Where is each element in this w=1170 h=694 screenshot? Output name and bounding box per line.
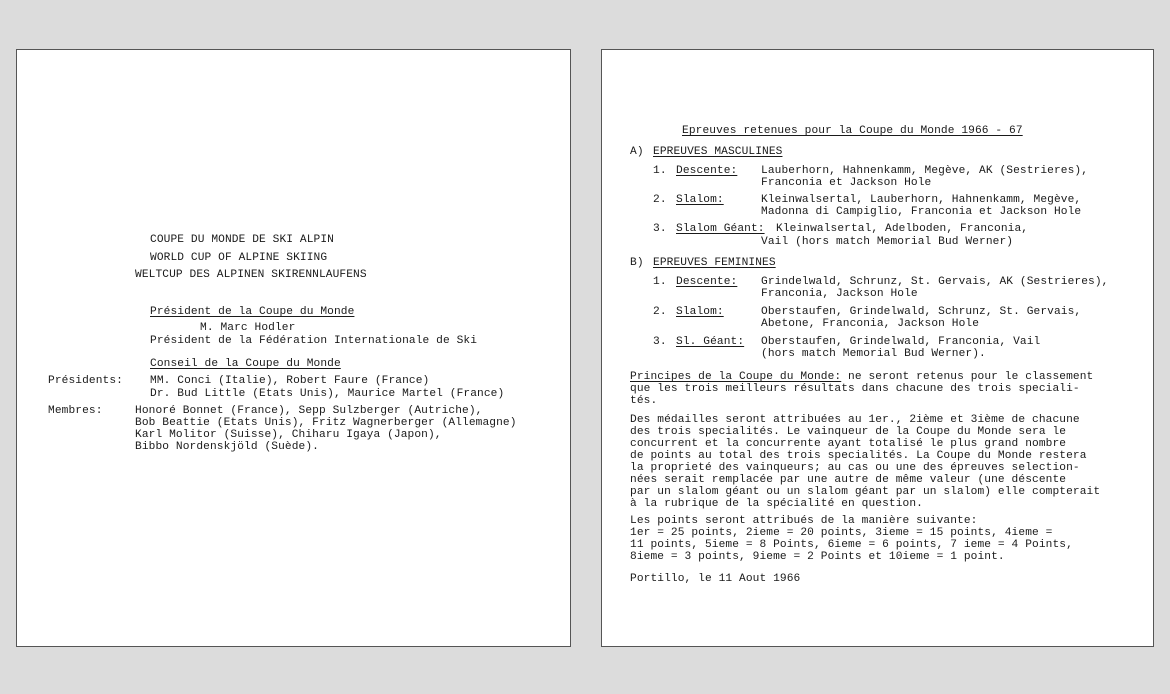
principes-paragraph	[630, 371, 1093, 384]
section-b-title: EPREUVES FEMININES	[653, 257, 776, 269]
points-line: Les points seront attribués de la manière suivante:	[630, 515, 978, 527]
medals-line: par un slalom géant ou un slalom géant par un slalom) elle compterait	[630, 486, 1101, 498]
event-venues-line-2: Vail (hors match Memorial Bud Werner)	[761, 236, 1014, 248]
closing-date: Portillo, le 11 Aout 1966	[630, 573, 801, 585]
event-venues-line-2: Madonna di Campiglio, Franconia et Jackson Hole	[761, 206, 1082, 218]
title-french: COUPE DU MONDE DE SKI ALPIN	[150, 234, 334, 246]
event-number: 3.	[653, 336, 667, 348]
right-document-page	[601, 49, 1154, 647]
council-heading: Conseil de la Coupe du Monde	[150, 358, 341, 370]
principes-line-3: tés.	[630, 395, 658, 407]
event-venues-line-1: Oberstaufen, Grindelwald, Schrunz, St. Gervais,	[761, 306, 1082, 318]
event-venues-line-1: Lauberhorn, Hahnenkamm, Megève, AK (Sestrieres),	[761, 165, 1089, 177]
event-name: Descente:	[676, 276, 738, 288]
event-name: Slalom Géant:	[676, 223, 765, 235]
presidents-label: Présidents:	[48, 375, 123, 387]
medals-line: nées serait remplacée par une autre de même valeur (une déscente	[630, 474, 1067, 486]
section-a-title: EPREUVES MASCULINES	[653, 146, 783, 158]
principes-label: Principes de la Coupe du Monde:	[630, 371, 842, 383]
medals-line: concurrent et la concurrente ayant totalisé le plus grand nombre	[630, 438, 1067, 450]
title-german: WELTCUP DES ALPINEN SKIRENNLAUFENS	[135, 269, 367, 281]
medals-line: à la rubrique de la spécialité en question.	[630, 498, 923, 510]
event-number: 1.	[653, 165, 667, 177]
event-venues-line-2: Franconia et Jackson Hole	[761, 177, 932, 189]
event-venues-line-1: Kleinwalsertal, Lauberhorn, Hahnenkamm, Megève,	[761, 194, 1082, 206]
principes-text: ne seront retenus pour le classement	[841, 371, 1094, 383]
event-number: 2.	[653, 306, 667, 318]
event-venues-line-1: Grindelwald, Schrunz, St. Gervais, AK (Sestrieres),	[761, 276, 1109, 288]
event-number: 3.	[653, 223, 667, 235]
events-heading: Epreuves retenues pour la Coupe du Monde 1966 - 67	[682, 125, 1023, 137]
section-a-label: A)	[630, 146, 644, 158]
members-line-3: Karl Molitor (Suisse), Chiharu Igaya (Japon),	[135, 429, 442, 441]
president-heading: Président de la Coupe du Monde	[150, 306, 355, 318]
medals-line: Des médailles seront attribuées au 1er., 2ième et 3ième de chacune	[630, 414, 1080, 426]
points-line: 11 points, 5ieme = 8 Points, 6ieme = 6 points, 7 ieme = 4 Points,	[630, 539, 1073, 551]
event-venues-line-2: (hors match Memorial Bud Werner).	[761, 348, 986, 360]
principes-line-2: que les trois meilleurs résultats dans chacune des trois speciali-	[630, 383, 1080, 395]
left-document-page	[16, 49, 571, 647]
event-venues-line-2: Franconia, Jackson Hole	[761, 288, 918, 300]
event-number: 1.	[653, 276, 667, 288]
event-name: Slalom:	[676, 306, 724, 318]
medals-line: la proprieté des vainqueurs; au cas ou une des épreuves selection-	[630, 462, 1080, 474]
event-venues-line-2: Abetone, Franconia, Jackson Hole	[761, 318, 980, 330]
event-venues-line-1: Kleinwalsertal, Adelboden, Franconia,	[776, 223, 1029, 235]
members-label: Membres:	[48, 405, 103, 417]
event-number: 2.	[653, 194, 667, 206]
president-name: M. Marc Hodler	[200, 322, 296, 334]
medals-line: des trois specialités. Le vainqueur de la Coupe du Monde sera le	[630, 426, 1067, 438]
points-line: 8ieme = 3 points, 9ieme = 2 Points et 10ieme = 1 point.	[630, 551, 1005, 563]
medals-line: de points au total des trois specialités. La Coupe du Monde restera	[630, 450, 1087, 462]
presidents-line-1: MM. Conci (Italie), Robert Faure (France)	[150, 375, 430, 387]
event-name: Descente:	[676, 165, 738, 177]
points-line: 1er = 25 points, 2ieme = 20 points, 3ieme = 15 points, 4ieme =	[630, 527, 1053, 539]
members-line-2: Bob Beattie (Etats Unis), Fritz Wagnerberger (Allemagne)	[135, 417, 517, 429]
section-b-label: B)	[630, 257, 644, 269]
members-line-4: Bibbo Nordenskjöld (Suède).	[135, 441, 319, 453]
title-english: WORLD CUP OF ALPINE SKIING	[150, 252, 328, 264]
presidents-line-2: Dr. Bud Little (Etats Unis), Maurice Martel (France)	[150, 388, 505, 400]
event-name: Sl. Géant:	[676, 336, 745, 348]
members-line-1: Honoré Bonnet (France), Sepp Sulzberger (Autriche),	[135, 405, 483, 417]
president-title: Président de la Fédération Internationale de Ski	[150, 335, 478, 347]
event-venues-line-1: Oberstaufen, Grindelwald, Franconia, Vail	[761, 336, 1041, 348]
event-name: Slalom:	[676, 194, 724, 206]
